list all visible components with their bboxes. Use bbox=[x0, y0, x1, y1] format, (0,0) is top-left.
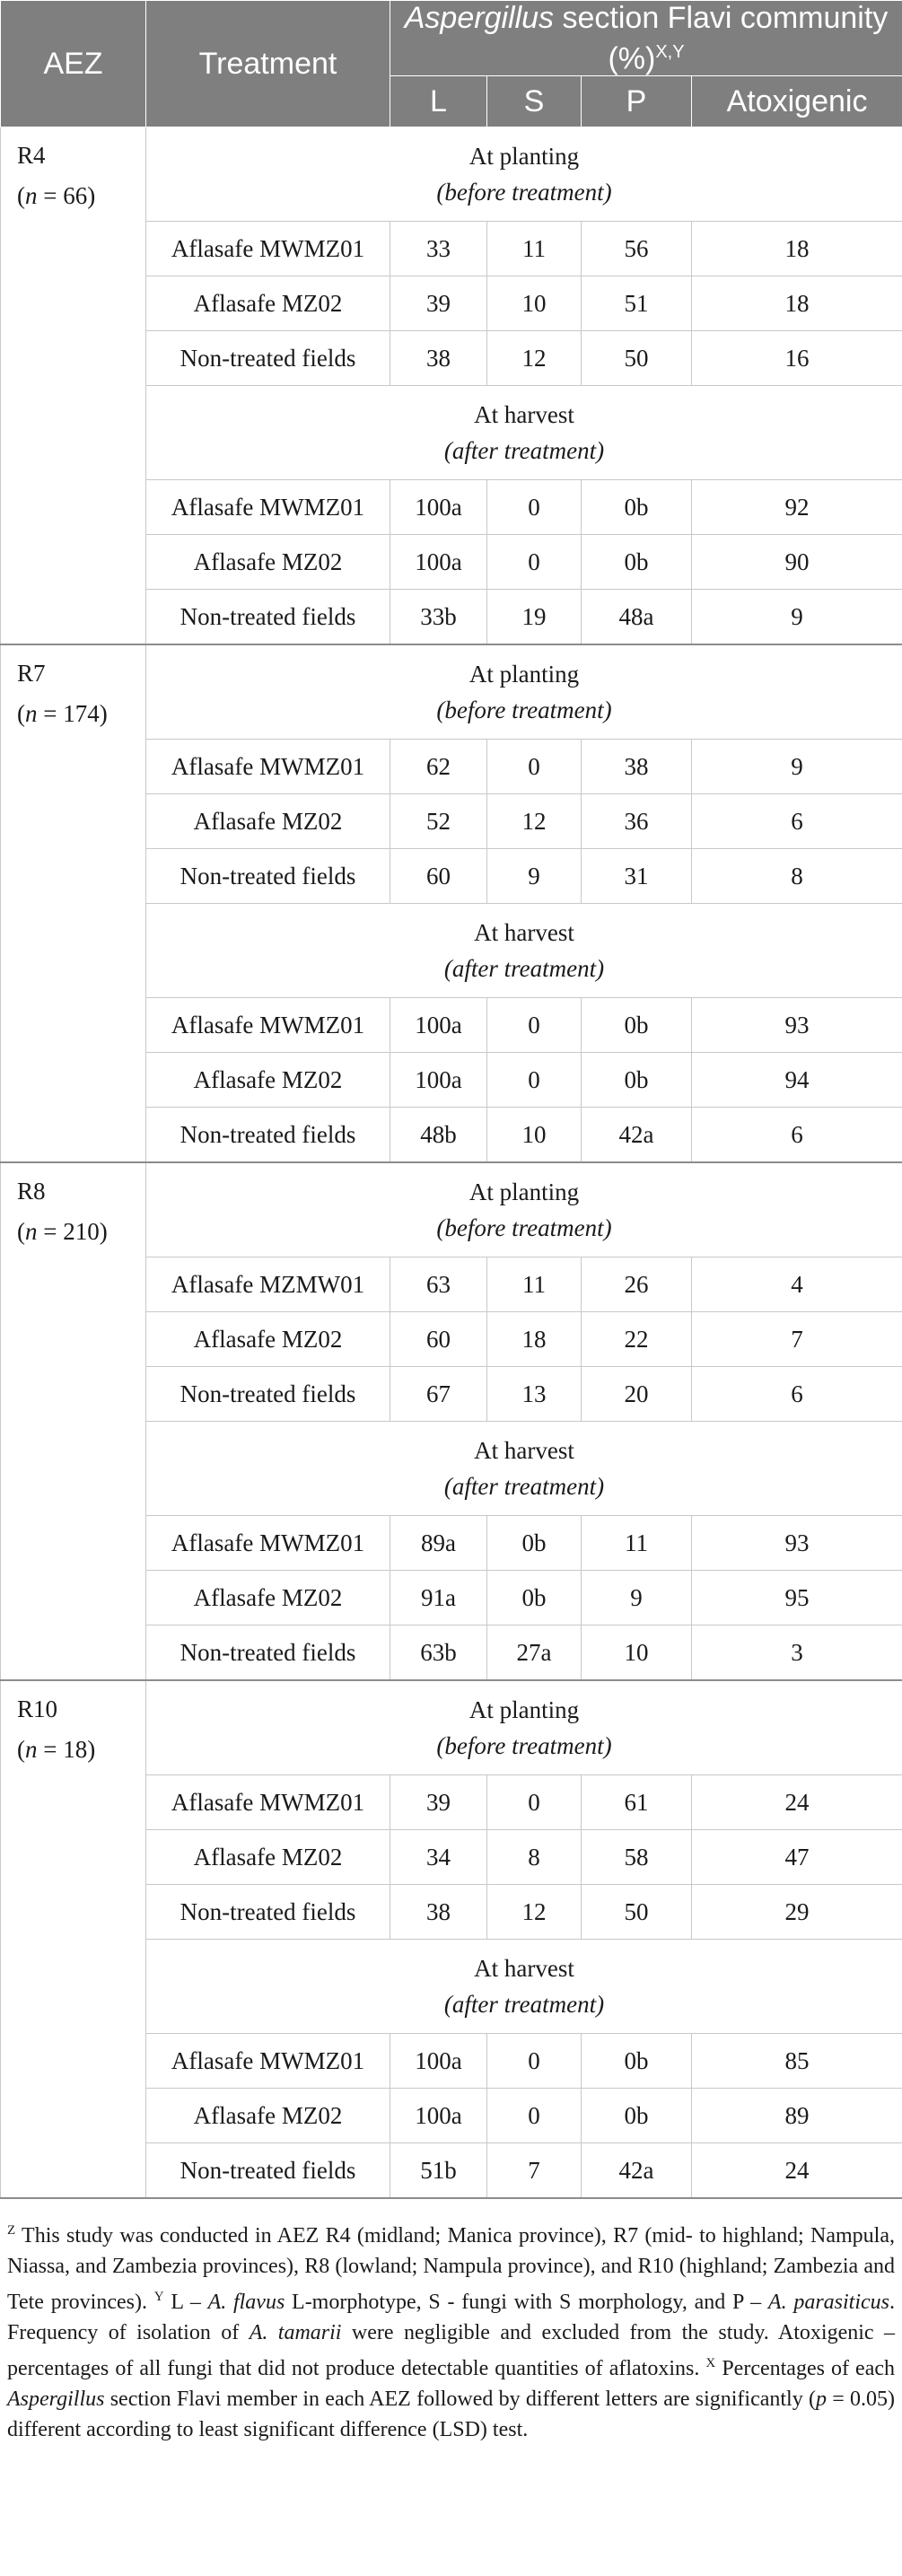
atoxigenic-value: 85 bbox=[692, 2034, 902, 2089]
s-value: 10 bbox=[487, 1108, 582, 1163]
l-value: 52 bbox=[390, 794, 487, 849]
table-body bbox=[1, 127, 902, 2199]
header-col-s: S bbox=[487, 76, 582, 127]
atoxigenic-value: 24 bbox=[692, 1775, 902, 1830]
atoxigenic-value: 29 bbox=[692, 1885, 902, 1940]
atoxigenic-value: 92 bbox=[692, 480, 902, 535]
sample-size: (n = 210) bbox=[17, 1218, 108, 1246]
p-value: 10 bbox=[582, 1625, 692, 1681]
p-value: 56 bbox=[582, 222, 692, 276]
treatment-cell: Non-treated fields bbox=[146, 1885, 390, 1940]
phase-planting-label: At planting (before treatment) bbox=[146, 1162, 902, 1257]
atoxigenic-value: 93 bbox=[692, 1516, 902, 1571]
s-value: 12 bbox=[487, 794, 582, 849]
s-value: 0 bbox=[487, 2034, 582, 2089]
treatment-cell: Aflasafe MZ02 bbox=[146, 276, 390, 331]
p-value: 9 bbox=[582, 1571, 692, 1625]
l-value: 48b bbox=[390, 1108, 487, 1163]
p-value: 0b bbox=[582, 535, 692, 590]
atoxigenic-value: 4 bbox=[692, 1257, 902, 1312]
header-aez: AEZ bbox=[1, 1, 146, 127]
l-value: 38 bbox=[390, 331, 487, 386]
atoxigenic-value: 94 bbox=[692, 1053, 902, 1108]
s-value: 8 bbox=[487, 1830, 582, 1885]
treatment-cell: Aflasafe MZ02 bbox=[146, 1571, 390, 1625]
aez-cell bbox=[1, 1162, 146, 1680]
phase-planting-label: At planting (before treatment) bbox=[146, 1680, 902, 1775]
phase-planting-label: At planting (before treatment) bbox=[146, 127, 902, 222]
atoxigenic-value: 18 bbox=[692, 222, 902, 276]
table-header bbox=[1, 1, 902, 127]
l-value: 38 bbox=[390, 1885, 487, 1940]
treatment-cell: Aflasafe MZ02 bbox=[146, 1053, 390, 1108]
header-genus: Aspergillus bbox=[404, 1, 555, 35]
treatment-cell: Non-treated fields bbox=[146, 849, 390, 904]
p-value: 0b bbox=[582, 2034, 692, 2089]
aez-name: R7 bbox=[17, 660, 46, 688]
s-value: 11 bbox=[487, 222, 582, 276]
p-value: 50 bbox=[582, 1885, 692, 1940]
treatment-cell: Aflasafe MZ02 bbox=[146, 1830, 390, 1885]
phase-planting-label: At planting (before treatment) bbox=[146, 644, 902, 740]
header-col-atoxigenic: Atoxigenic bbox=[692, 76, 902, 127]
l-value: 91a bbox=[390, 1571, 487, 1625]
s-value: 19 bbox=[487, 590, 582, 645]
l-value: 51b bbox=[390, 2143, 487, 2199]
treatment-cell: Aflasafe MWMZ01 bbox=[146, 1516, 390, 1571]
treatment-cell: Aflasafe MZ02 bbox=[146, 1312, 390, 1367]
p-value: 31 bbox=[582, 849, 692, 904]
treatment-cell: Aflasafe MZ02 bbox=[146, 535, 390, 590]
phase-harvest-label: At harvest (after treatment) bbox=[146, 1422, 902, 1516]
header-group-text: section Flavi community (%) bbox=[554, 1, 889, 76]
s-value: 11 bbox=[487, 1257, 582, 1312]
atoxigenic-value: 3 bbox=[692, 1625, 902, 1681]
p-value: 11 bbox=[582, 1516, 692, 1571]
l-value: 33b bbox=[390, 590, 487, 645]
aez-name: R8 bbox=[17, 1178, 46, 1205]
sample-size: (n = 66) bbox=[17, 182, 96, 210]
s-value: 0 bbox=[487, 998, 582, 1053]
l-value: 39 bbox=[390, 276, 487, 331]
p-value: 36 bbox=[582, 794, 692, 849]
s-value: 18 bbox=[487, 1312, 582, 1367]
atoxigenic-value: 18 bbox=[692, 276, 902, 331]
p-value: 0b bbox=[582, 2089, 692, 2143]
l-value: 62 bbox=[390, 740, 487, 794]
s-value: 7 bbox=[487, 2143, 582, 2199]
aez-cell bbox=[1, 127, 146, 645]
s-value: 10 bbox=[487, 276, 582, 331]
header-treatment: Treatment bbox=[146, 1, 390, 127]
sample-size: (n = 18) bbox=[17, 1736, 96, 1764]
l-value: 67 bbox=[390, 1367, 487, 1422]
s-value: 0 bbox=[487, 535, 582, 590]
l-value: 100a bbox=[390, 1053, 487, 1108]
header-community-group bbox=[390, 1, 902, 76]
treatment-cell: Aflasafe MWMZ01 bbox=[146, 740, 390, 794]
s-value: 0 bbox=[487, 740, 582, 794]
s-value: 12 bbox=[487, 331, 582, 386]
treatment-cell: Non-treated fields bbox=[146, 1367, 390, 1422]
atoxigenic-value: 9 bbox=[692, 590, 902, 645]
p-value: 48a bbox=[582, 590, 692, 645]
phase-row bbox=[1, 644, 902, 740]
phase-row bbox=[1, 127, 902, 222]
treatment-cell: Aflasafe MWMZ01 bbox=[146, 998, 390, 1053]
table-footnote: $^Z$ This study was conducted in AEZ R4 (midland; Manica province), R7 (mid- to highland; Nampula, Niassa, and Zambezia provinces), R8 (lowland; Nampula province), and R10 (highland; Zambezia and Tete provinces). $^Y$ L – A. flavus L-morphotype, S - fungi with S morphology, and P – A. parasiticus. Frequency of isolation of A. tamarii were negligible and excluded from the study. Atoxigenic – percentages of all fungi that did not produce detectable quantities of aflatoxins. $^X$ Percentages of each Aspergillus section Flavi member in each AEZ followed by different letters are significantly (p = 0.05) different according to least significant difference (LSD) test. bbox=[7, 2223, 895, 2442]
phase-harvest-label: At harvest (after treatment) bbox=[146, 904, 902, 998]
treatment-cell: Aflasafe MWMZ01 bbox=[146, 480, 390, 535]
l-value: 33 bbox=[390, 222, 487, 276]
p-value: 0b bbox=[582, 480, 692, 535]
header-col-l: L bbox=[390, 76, 487, 127]
s-value: 9 bbox=[487, 849, 582, 904]
p-value: 51 bbox=[582, 276, 692, 331]
treatment-cell: Aflasafe MZ02 bbox=[146, 794, 390, 849]
atoxigenic-value: 6 bbox=[692, 794, 902, 849]
atoxigenic-value: 24 bbox=[692, 2143, 902, 2199]
s-value: 27a bbox=[487, 1625, 582, 1681]
l-value: 63b bbox=[390, 1625, 487, 1681]
p-value: 22 bbox=[582, 1312, 692, 1367]
treatment-cell: Non-treated fields bbox=[146, 2143, 390, 2199]
treatment-cell: Aflasafe MZMW01 bbox=[146, 1257, 390, 1312]
atoxigenic-value: 9 bbox=[692, 740, 902, 794]
header-group-footnote-mark: X,Y bbox=[655, 42, 685, 62]
l-value: 100a bbox=[390, 998, 487, 1053]
phase-harvest-label: At harvest (after treatment) bbox=[146, 386, 902, 480]
s-value: 0 bbox=[487, 480, 582, 535]
l-value: 100a bbox=[390, 480, 487, 535]
atoxigenic-value: 89 bbox=[692, 2089, 902, 2143]
aez-cell bbox=[1, 644, 146, 1162]
p-value: 58 bbox=[582, 1830, 692, 1885]
s-value: 0b bbox=[487, 1516, 582, 1571]
l-value: 100a bbox=[390, 2089, 487, 2143]
p-value: 38 bbox=[582, 740, 692, 794]
phase-row bbox=[1, 1162, 902, 1257]
p-value: 42a bbox=[582, 1108, 692, 1163]
treatment-cell: Aflasafe MWMZ01 bbox=[146, 222, 390, 276]
l-value: 39 bbox=[390, 1775, 487, 1830]
phase-row bbox=[1, 1680, 902, 1775]
p-value: 42a bbox=[582, 2143, 692, 2199]
treatment-cell: Non-treated fields bbox=[146, 590, 390, 645]
s-value: 0b bbox=[487, 1571, 582, 1625]
atoxigenic-value: 16 bbox=[692, 331, 902, 386]
aez-name: R4 bbox=[17, 142, 46, 170]
atoxigenic-value: 7 bbox=[692, 1312, 902, 1367]
atoxigenic-value: 90 bbox=[692, 535, 902, 590]
s-value: 0 bbox=[487, 1775, 582, 1830]
p-value: 0b bbox=[582, 1053, 692, 1108]
s-value: 0 bbox=[487, 1053, 582, 1108]
l-value: 89a bbox=[390, 1516, 487, 1571]
atoxigenic-value: 95 bbox=[692, 1571, 902, 1625]
p-value: 50 bbox=[582, 331, 692, 386]
p-value: 20 bbox=[582, 1367, 692, 1422]
l-value: 60 bbox=[390, 849, 487, 904]
atoxigenic-value: 6 bbox=[692, 1108, 902, 1163]
p-value: 26 bbox=[582, 1257, 692, 1312]
s-value: 12 bbox=[487, 1885, 582, 1940]
p-value: 61 bbox=[582, 1775, 692, 1830]
treatment-cell: Non-treated fields bbox=[146, 1108, 390, 1163]
s-value: 0 bbox=[487, 2089, 582, 2143]
s-value: 13 bbox=[487, 1367, 582, 1422]
aez-cell bbox=[1, 1680, 146, 2198]
atoxigenic-value: 47 bbox=[692, 1830, 902, 1885]
l-value: 34 bbox=[390, 1830, 487, 1885]
treatment-cell: Aflasafe MWMZ01 bbox=[146, 1775, 390, 1830]
phase-harvest-label: At harvest (after treatment) bbox=[146, 1940, 902, 2034]
atoxigenic-value: 6 bbox=[692, 1367, 902, 1422]
atoxigenic-value: 93 bbox=[692, 998, 902, 1053]
header-col-p: P bbox=[582, 76, 692, 127]
treatment-cell: Aflasafe MZ02 bbox=[146, 2089, 390, 2143]
l-value: 100a bbox=[390, 2034, 487, 2089]
l-value: 60 bbox=[390, 1312, 487, 1367]
atoxigenic-value: 8 bbox=[692, 849, 902, 904]
l-value: 100a bbox=[390, 535, 487, 590]
l-value: 63 bbox=[390, 1257, 487, 1312]
sample-size: (n = 174) bbox=[17, 700, 108, 728]
p-value: 0b bbox=[582, 998, 692, 1053]
aez-name: R10 bbox=[17, 1695, 58, 1723]
treatment-cell: Aflasafe MWMZ01 bbox=[146, 2034, 390, 2089]
treatment-cell: Non-treated fields bbox=[146, 1625, 390, 1681]
treatment-cell: Non-treated fields bbox=[146, 331, 390, 386]
